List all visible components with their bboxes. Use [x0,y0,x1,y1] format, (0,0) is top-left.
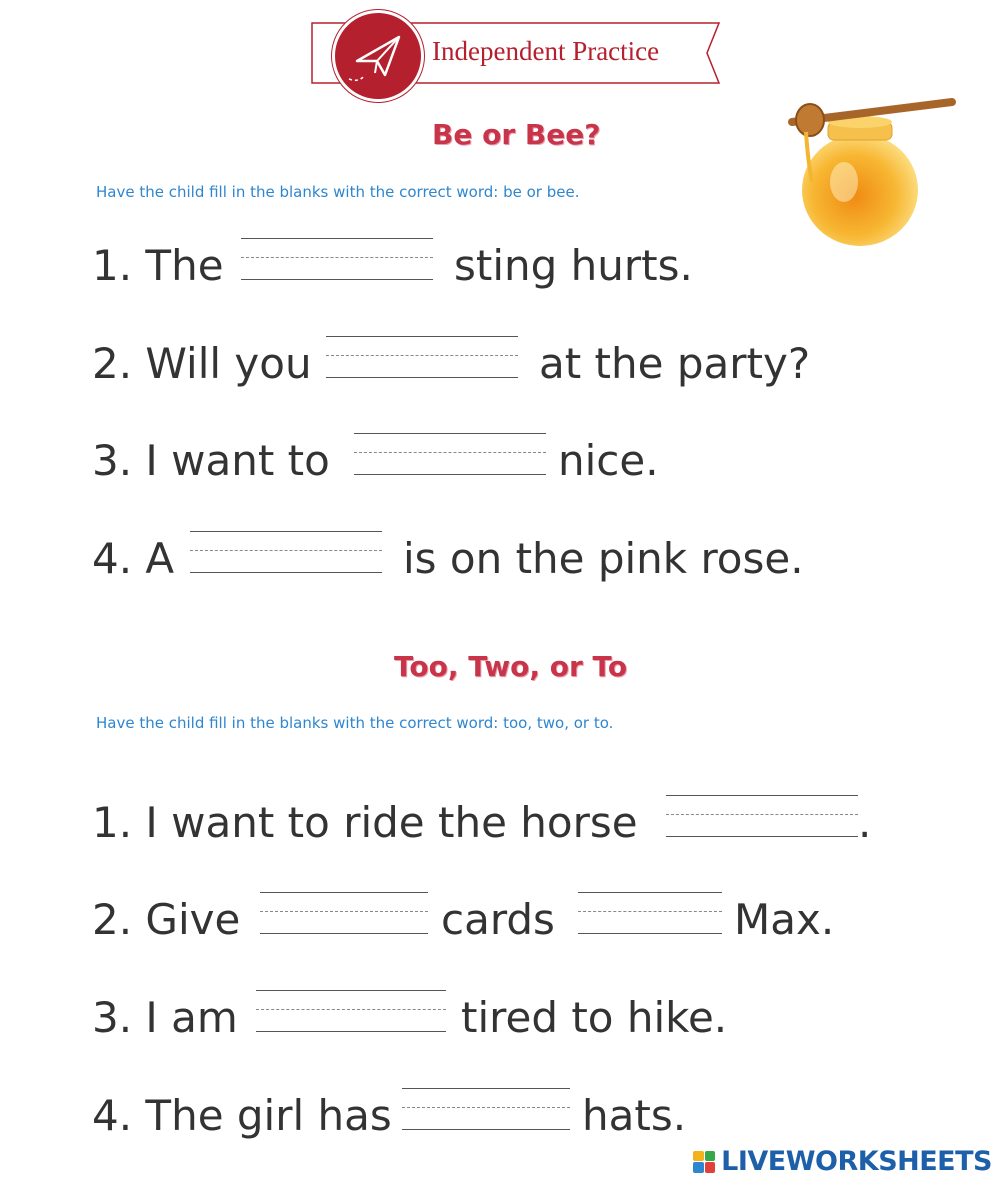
sentence-row [0,986,1000,1050]
sentence-tail: sting hurts. [454,241,693,290]
sentence-lead: 1. I want to ride the horse [92,798,638,847]
sentence-tail: Max. [734,895,835,944]
sentence-lead: 3. I want to [92,436,330,485]
sentence-row [0,527,1000,591]
section-title-too-two-to: Too, Two, or To [394,650,628,683]
answer-blank[interactable] [256,990,446,1032]
brand-text: LIVEWORKSHEETS [721,1146,992,1177]
sentence-lead: 4. A [92,534,175,583]
answer-blank[interactable] [190,531,382,573]
sentence-row [0,888,1000,952]
sentence-lead: 4. The girl has [92,1091,392,1140]
liveworksheets-logo-icon [693,1151,715,1173]
sentence-tail: tired to hike. [461,993,728,1042]
sentence-tail: . [858,798,872,847]
sentence-tail: at the party? [539,339,811,388]
answer-blank[interactable] [402,1088,570,1130]
sentence-row [0,1084,1000,1148]
sentence-lead: 3. I am [92,993,238,1042]
sentence-lead: 2. Give [92,895,241,944]
paper-plane-badge [332,10,424,102]
sentence-lead: 1. The [92,241,224,290]
sentence-lead: 2. Will you [92,339,312,388]
section-instruction-too-two-to: Have the child fill in the blanks with the correct word: too, two, or to. [96,714,614,732]
paper-plane-icon [335,13,421,99]
sentence-row [0,791,1000,855]
answer-blank[interactable] [260,892,428,934]
answer-blank[interactable] [241,238,433,280]
answer-blank[interactable] [666,795,858,837]
sentence-tail: hats. [582,1091,687,1140]
sentence-middle: cards [441,895,555,944]
sentence-row [0,332,1000,396]
section-instruction-be-bee: Have the child fill in the blanks with the correct word: be or bee. [96,183,580,201]
answer-blank[interactable] [326,336,518,378]
sentence-row [0,234,1000,298]
answer-blank[interactable] [578,892,722,934]
section-title-be-bee: Be or Bee? [432,118,601,151]
brand-logo [693,1146,992,1177]
answer-blank[interactable] [354,433,546,475]
sentence-row [0,429,1000,493]
header-title: Independent Practice [432,36,660,66]
sentence-tail: nice. [558,436,659,485]
sentence-tail: is on the pink rose. [403,534,804,583]
honey-jar-icon [782,92,962,252]
